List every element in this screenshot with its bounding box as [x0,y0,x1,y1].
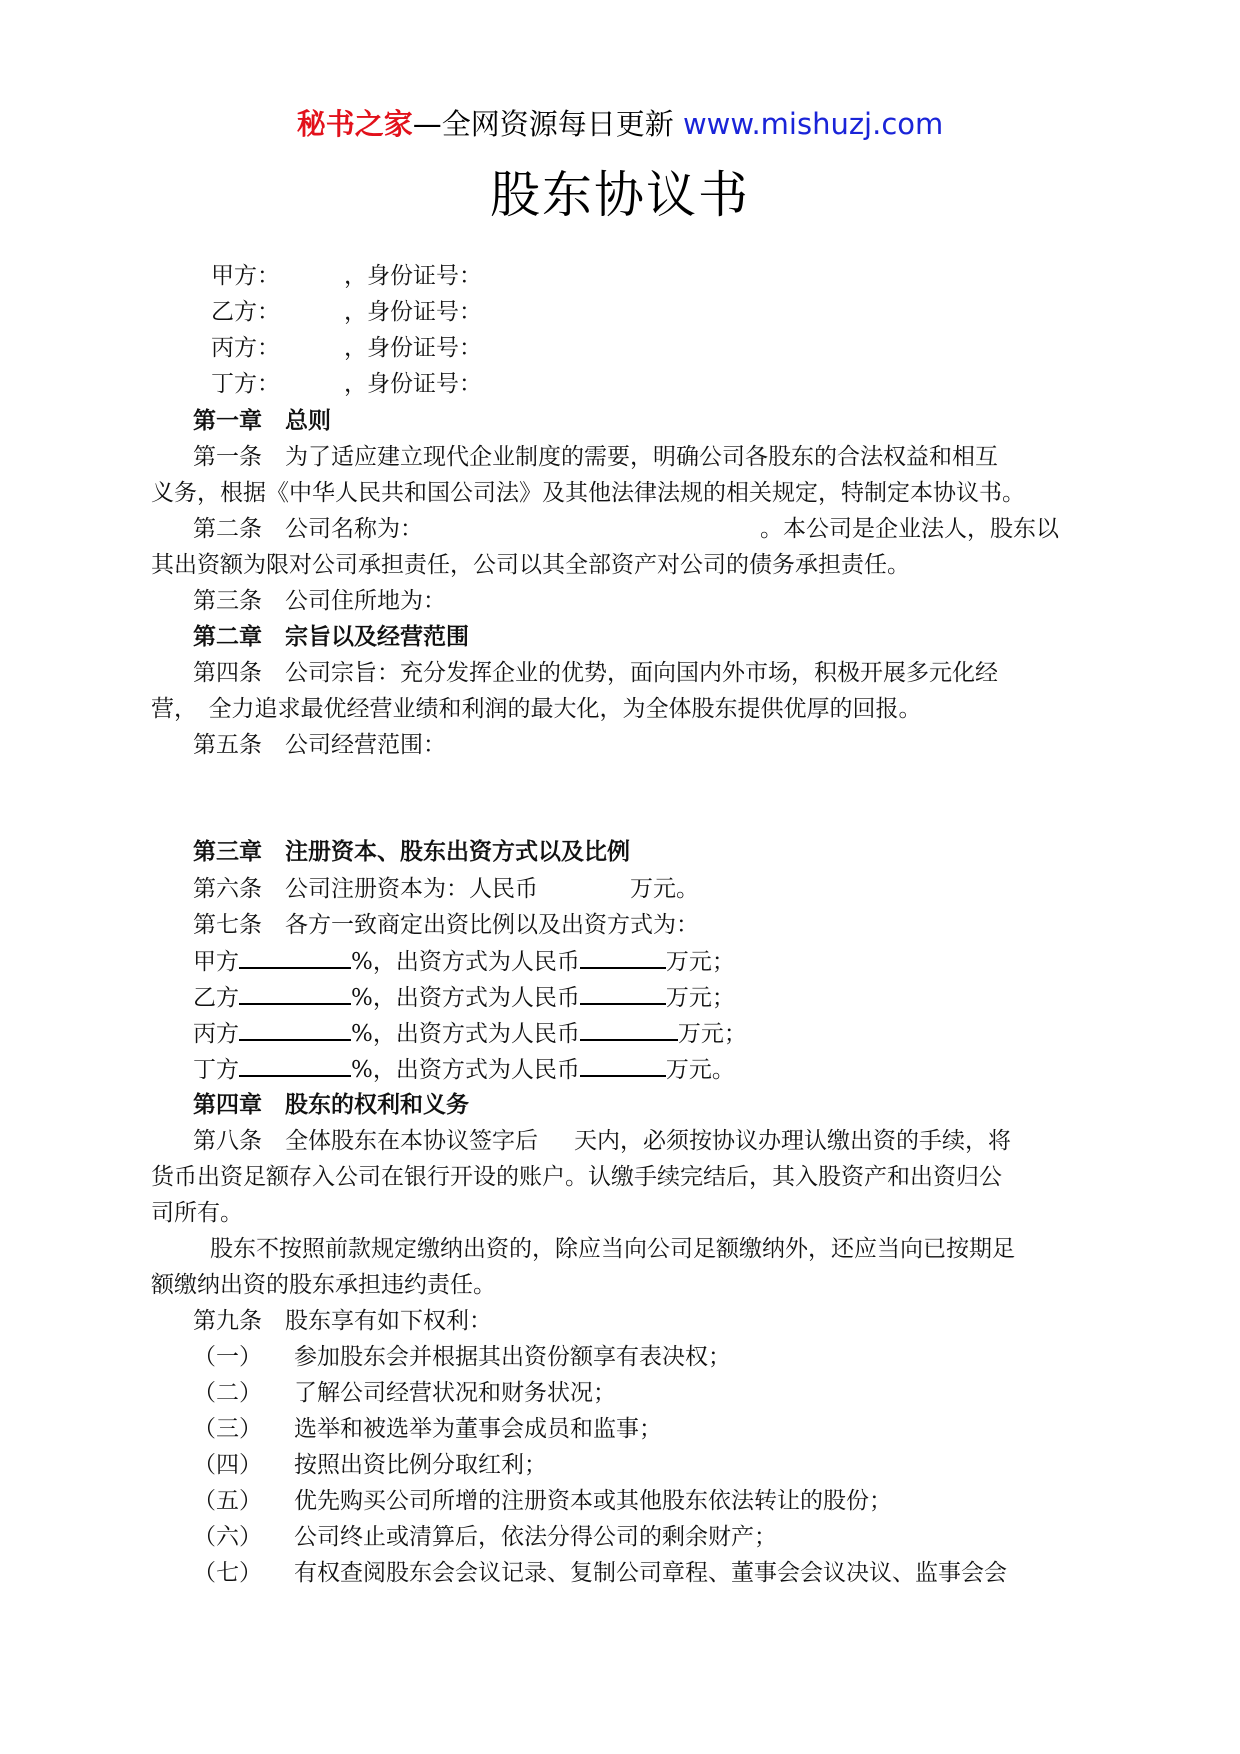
document-title: 股东协议书 [490,166,750,224]
article-text: 股东不按照前款规定缴纳出资的，除应当向公司足额缴纳外，还应当向已按期足 [210,1236,1015,1262]
article-text: 第四条 公司宗旨：充分发挥企业的优势，面向国内外市场，积极开展多元化经 [193,660,998,686]
article-text: 第九条 股东享有如下权利： [193,1308,492,1334]
article-text: 营， 全力追求最优经营业绩和利润的最大化，为全体股东提供优厚的回报。 [151,696,922,722]
rights-item: （四） 按照出资比例分取红利； [193,1452,547,1478]
chapter-heading: 第四章 股东的权利和义务 [193,1092,469,1118]
rights-item: （五） 优先购买公司所增的注册资本或其他股东依法转让的股份； [193,1488,892,1514]
article-text: 第八条 全体股东在本协议签字后 天内，必须按协议办理认缴出资的手续，将 [193,1128,1011,1154]
rights-item: （一） 参加股东会并根据其出资份额享有表决权； [193,1344,731,1370]
rights-item: （七） 有权查阅股东会会议记录、复制公司章程、董事会会议决议、监事会会 [193,1560,1007,1586]
party-line: 乙方： ，身份证号： [211,299,482,325]
chapter-heading: 第一章 总则 [193,408,331,434]
rights-item: （三） 选举和被选举为董事会成员和监事； [193,1416,662,1442]
share-line: 丁方 %，出资方式为人民币 万元。 [193,1051,1135,1088]
article-text: 第五条 公司经营范围： [193,732,446,758]
party-line: 丁方： ，身份证号： [211,371,482,397]
share-line: 甲方 %，出资方式为人民币 万元； [193,943,1135,980]
brand-name: 秘书之家 [296,107,413,141]
chapter-heading: 第三章 注册资本、股东出资方式以及比例 [193,839,630,865]
share-line: 乙方 %，出资方式为人民币 万元； [193,979,1135,1016]
article-text: 其出资额为限对公司承担责任，公司以其全部资产对公司的债务承担责任。 [151,552,910,578]
chapter-heading: 第二章 宗旨以及经营范围 [193,624,469,650]
rights-item: （二） 了解公司经营状况和财务状况； [193,1380,616,1406]
article-text: 第一条 为了适应建立现代企业制度的需要，明确公司各股东的合法权益和相互 [193,444,998,470]
rights-item: （六） 公司终止或清算后，依法分得公司的剩余财产； [193,1524,777,1550]
party-line: 丙方： ，身份证号： [211,335,482,361]
article-text: 货币出资足额存入公司在银行开设的账户。认缴手续完结后，其入股资产和出资归公 [151,1164,1002,1190]
article-text: 司所有。 [151,1200,243,1226]
banner-url[interactable]: www.mishuzj.com [682,107,944,141]
banner-tagline: —全网资源每日更新 [412,107,674,141]
article-text: 额缴纳出资的股东承担违约责任。 [151,1272,496,1298]
article-text: 第六条 公司注册资本为：人民币 万元。 [193,876,699,902]
site-banner [0,104,1240,144]
share-line: 丙方 %，出资方式为人民币 万元； [193,1015,1135,1052]
article-text: 第二条 公司名称为： 。本公司是企业法人，股东以 [193,516,1059,542]
article-text: 义务，根据《中华人民共和国公司法》及其他法律法规的相关规定，特制定本协议书。 [151,480,1025,506]
party-line: 甲方： ，身份证号： [211,263,482,289]
article-text: 第七条 各方一致商定出资比例以及出资方式为： [193,912,699,938]
article-text: 第三条 公司住所地为： [193,588,446,614]
